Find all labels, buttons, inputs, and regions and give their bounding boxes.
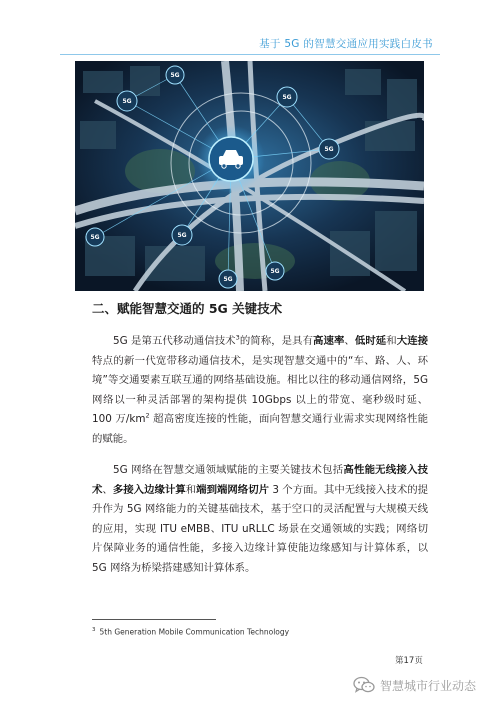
- paragraph-key-technologies: 5G 网络在智慧交通领域赋能的主要关键技术包括高性能无线接入技术、多接入边缘计算和端到端网络切片 3 个方面。其中无线接入技术的提升作为 5G 网络能力的关键基础技术，基于空口的灵活配置与大规模天线的应用，实现 ITU eMBB、ITU uRLLC 场景在交通领域的实践；网络切片保障业务的通信性能，多接入边缘计算使能边缘感知与计算体系，以 5G 网络为桥梁搭建感知计算体系。: [92, 464, 429, 574]
- page-number: 第17页: [395, 656, 423, 666]
- svg-text:5G: 5G: [170, 72, 180, 79]
- svg-text:5G: 5G: [122, 98, 132, 105]
- svg-text:5G: 5G: [324, 146, 334, 153]
- svg-text:5G: 5G: [270, 268, 280, 275]
- wechat-icon: [353, 676, 375, 694]
- svg-text:5G: 5G: [177, 232, 187, 239]
- header-title: 基于 5G 的智慧交通应用实践白皮书: [259, 38, 433, 50]
- svg-text:5G: 5G: [282, 94, 292, 101]
- svg-text:5G: 5G: [223, 276, 233, 283]
- watermark-text: 智慧城市行业动态: [380, 678, 477, 693]
- paragraph-5g-definition: 5G 是第五代移动通信技术$^3$的简称，是具有高速率、低时延和大连接特点的新一代宽带移动通信技术，是实现智慧交通中的“车、路、人、环境”等交通要素互联互通的网络基础设施。相比以往的移动通信网络，5G 网络以一种灵活部署的架构提供 10Gbps 以上的带宽、毫秒级时延、100 万$/km^2$ 超高密度连接的性能，面向智慧交通行业需求实现网络性能的赋能。: [92, 333, 429, 445]
- svg-text:5G: 5G: [90, 234, 100, 241]
- footnote-divider: [92, 619, 216, 620]
- footnote: $^3$ 5th Generation Mobile Communication Technology: [92, 627, 290, 637]
- section-heading: 二、赋能智慧交通的 5G 关键技术: [92, 301, 283, 316]
- hero-image: [75, 61, 424, 291]
- footnote-reference[interactable]: 3: [235, 333, 240, 342]
- watermark: [353, 676, 476, 694]
- header-divider: [60, 54, 440, 55]
